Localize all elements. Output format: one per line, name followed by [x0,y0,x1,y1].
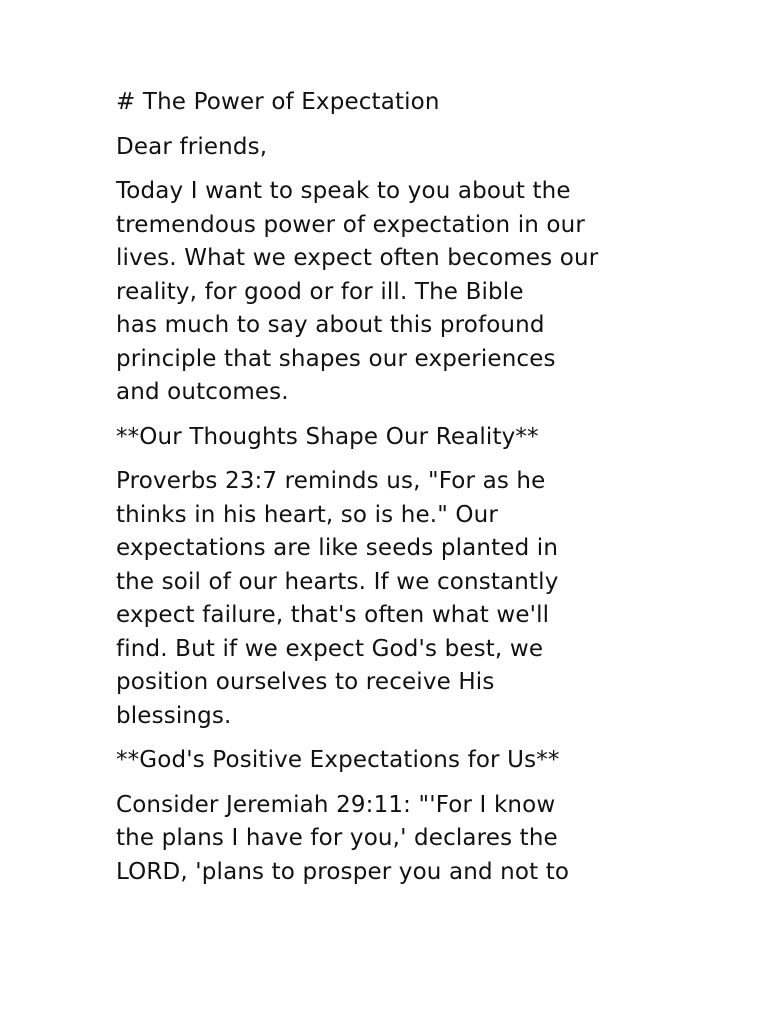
paragraph-line: Consider Jeremiah 29:11: "'For I know [116,791,556,818]
paragraph-line: and outcomes. [116,379,289,405]
section-heading-thoughts [116,421,646,455]
intro-paragraph [116,175,646,410]
section-heading-text: **God's Positive Expectations for Us** [116,747,560,773]
paragraph-line: principle that shapes our experiences [116,345,556,372]
paragraph-line: Today I want to speak to you about the [116,178,571,204]
paragraph-line: expect failure, that's often what we'll [116,602,550,628]
document-title [116,86,646,120]
section-heading-expectations [116,744,646,778]
paragraph-line: has much to say about this profound [116,312,545,338]
section-heading-text: **Our Thoughts Shape Our Reality** [116,423,539,450]
paragraph-line: blessings. [116,702,232,729]
section-paragraph-expectations [116,789,646,890]
paragraph-line: reality, for good or for ill. The Bible [116,278,524,305]
paragraph-line: Proverbs 23:7 reminds us, "For as he [116,468,546,494]
greeting [116,131,646,165]
paragraph-line: the plans I have for you,' declares the [116,825,558,851]
paragraph-line: LORD, 'plans to prosper you and not to [116,858,570,885]
paragraph-line: expectations are like seeds planted in [116,535,559,561]
greeting-text: Dear friends, [116,133,268,160]
title-text: # The Power of Expectation [116,89,440,115]
paragraph-line: tremendous power of expectation in our [116,211,585,238]
paragraph-line: position ourselves to receive His [116,669,495,695]
document-page [116,86,646,900]
paragraph-line: the soil of our hearts. If we constantly [116,568,559,595]
paragraph-line: lives. What we expect often becomes our [116,245,599,271]
section-paragraph-thoughts [116,465,646,733]
paragraph-line: thinks in his heart, so is he." Our [116,501,498,528]
paragraph-line: find. But if we expect God's best, we [116,635,544,662]
